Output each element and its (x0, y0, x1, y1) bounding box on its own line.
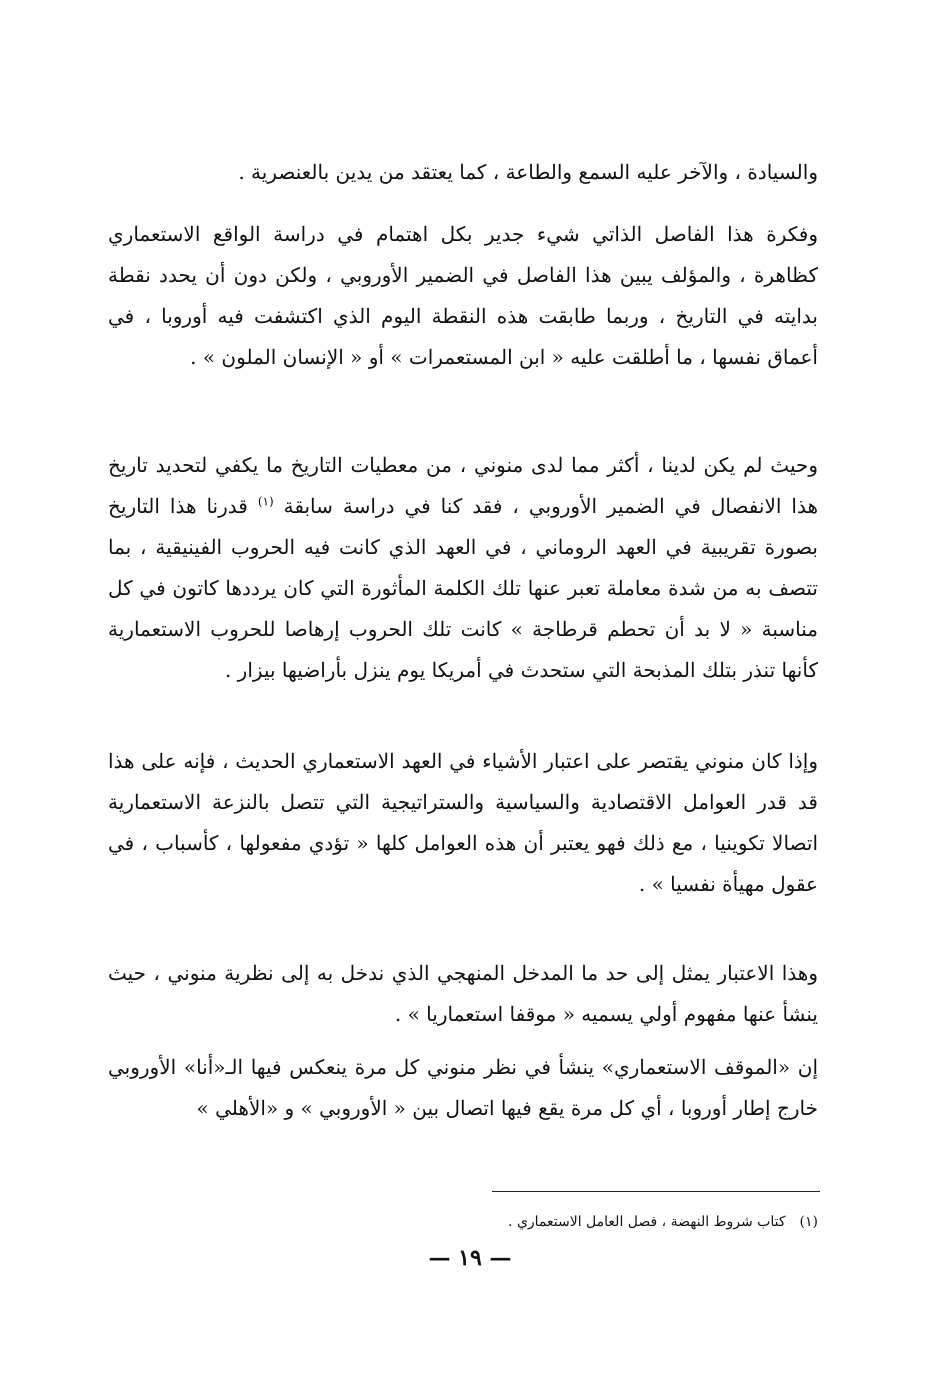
page-number: — ١٩ — (428, 1245, 512, 1271)
paragraph-text: وإذا كان منوني يقتصر على اعتبار الأشياء في العهد الاستعماري الحديث ، فإنه على هذا قد قدر العوامل الاقتصادية والسياسية والستراتيجية التي تتصل بالنزعة الاستعمارية اتصالا تكوينيا ، مع ذلك فهو يعتبر أن هذه العوامل كلها « تؤدي مفعولها ، كأسباب ، في عقول مهيأة نفسيا » . (108, 749, 818, 896)
paragraph-2 (108, 214, 818, 378)
paragraph-text (108, 445, 818, 691)
paragraph-text-part: وحيث لم يكن لدينا ، أكثر مما لدى منوني ، من معطيات التاريخ ما يكفي لتحديد تاريخ هذا الانفصال في الضمير الأوروبي ، فقد كنا في دراسة سابقة (108, 453, 819, 518)
paragraph-5 (108, 953, 818, 1035)
paragraph-text-part: قدرنا هذا التاريخ بصورة تقريبية في العهد الروماني ، في العهد الذي كانت فيه الحروب الفينيقية ، بما تتصف به من شدة معاملة تعبر عنها تلك الكلمة المأثورة التي كان يرددها كاتون في كل مناسبة « لا بد أن تحطم قرطاجة » كانت تلك الحروب إرهاصا للحروب الاستعمارية كأنها تنذر بتلك المذبحة التي ستحدث في أمريكا يوم ينزل بأراضيها بيزار . (108, 494, 819, 682)
paragraph-text: إن «الموقف الاستعماري» ينشأ في نظر منوني كل مرة ينعكس فيها الـ«أنا» الأوروبي خارج إطار أوروبا ، أي كل مرة يقع فيها اتصال بين « الأوروبي » و «الأهلي » (108, 1055, 818, 1120)
paragraph-4 (108, 741, 818, 905)
paragraph-6 (108, 1047, 818, 1129)
paragraph-text: والسيادة ، والآخر عليه السمع والطاعة ، كما يعتقد من يدين بالعنصرية . (238, 160, 818, 184)
paragraph-text: وفكرة هذا الفاصل الذاتي شيء جدير بكل اهتمام في دراسة الواقع الاستعماري كظاهرة ، والمؤلف يبين هذا الفاصل في الضمير الأوروبي ، ولكن دون أن يحدد نقطة بدايته في التاريخ ، وربما طابقت هذه النقطة اليوم الذي اكتشفت فيه أوروبا ، في أعماق نفسها ، ما أطلقت عليه « ابن المستعمرات » أو « الإنسان الملون » . (108, 222, 818, 369)
footnote (300, 1211, 818, 1233)
footnote-divider (492, 1191, 820, 1192)
paragraph-3 (108, 445, 818, 691)
footnote-reference: (١) (257, 494, 274, 509)
paragraph-1 (108, 152, 818, 193)
paragraph-text: وهذا الاعتبار يمثل إلى حد ما المدخل المنهجي الذي ندخل به إلى نظرية منوني ، حيث ينشأ عنها مفهوم أولي يسميه « موقفا استعماريا » . (108, 961, 818, 1026)
footnote-number: (١) (799, 1214, 818, 1230)
footnote-text: كتاب شروط النهضة ، فصل العامل الاستعماري . (508, 1214, 786, 1230)
